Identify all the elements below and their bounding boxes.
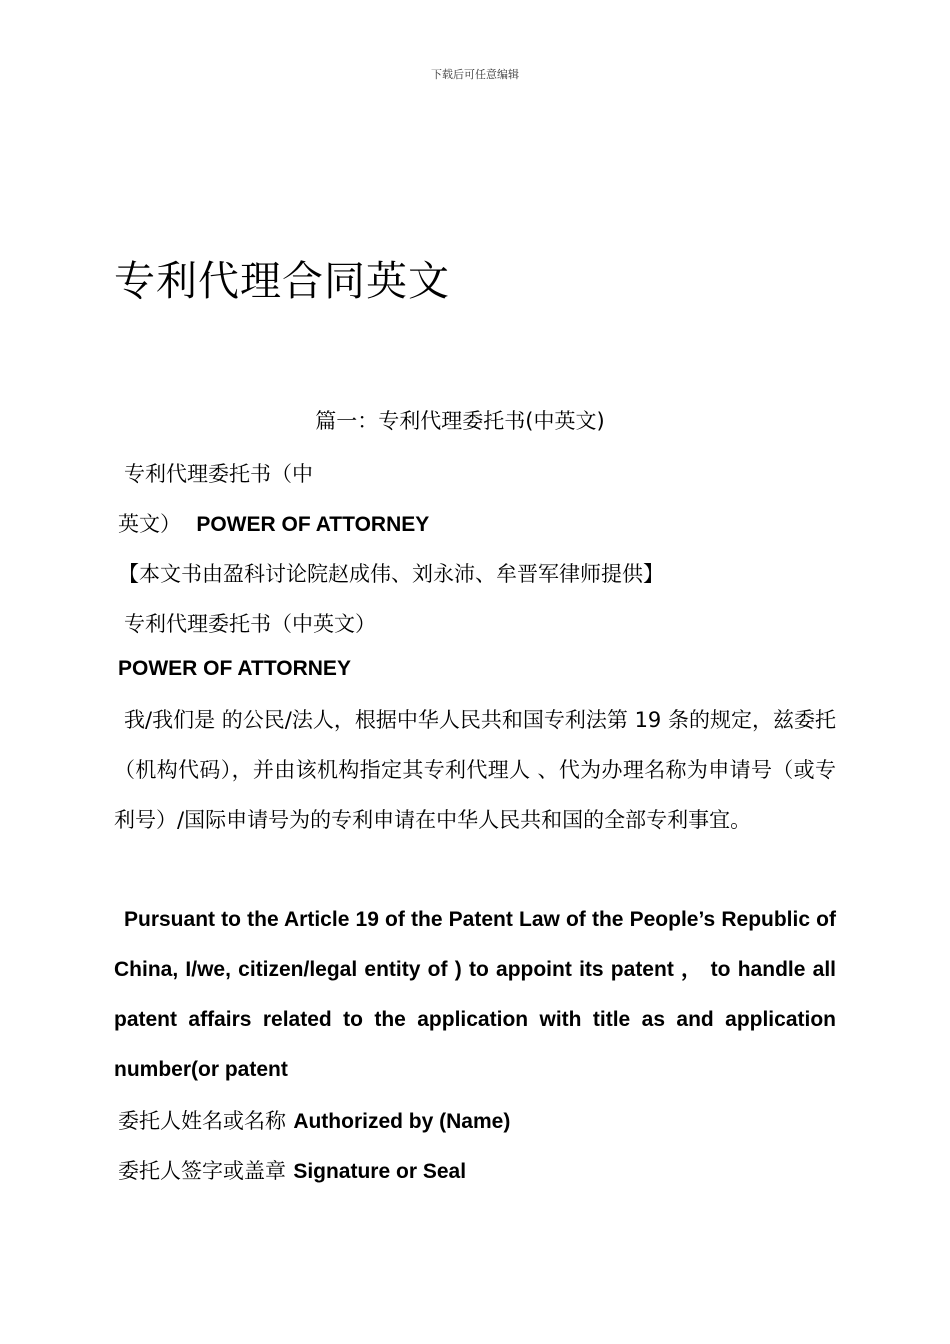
- line-title-cn-part1: 专利代理委托书（中: [124, 462, 313, 486]
- section-heading-text: 篇一：专利代理委托书(中英文): [315, 409, 605, 433]
- authorized-by-en: Authorized by (Name): [293, 1110, 511, 1133]
- line-title-cn-part2-en: POWER OF ATTORNEY: [196, 513, 430, 536]
- signature-cn: 委托人签字或盖章: [118, 1159, 286, 1183]
- paragraph-chinese: 我/我们是 的公民/法人，根据中华人民共和国专利法第 19 条的规定，兹委托 （机构代码），并由该机构指定其专利代理人 、代为办理名称为申请号（或专利号）/国际申请号为的专利申请在中华人民共和国的全部专利事宜。: [114, 708, 836, 832]
- subtitle-cn: 专利代理委托书（中英文）: [124, 612, 376, 636]
- header-note: 下载后可任意编辑: [431, 68, 519, 81]
- authorized-by-line: [118, 1105, 510, 1135]
- subtitle-en: POWER OF ATTORNEY: [118, 657, 351, 680]
- line-title-cn-part2-cn: 英文）: [118, 512, 181, 536]
- section-heading: [0, 405, 920, 435]
- document-title: 专利代理合同英文: [114, 257, 450, 305]
- provider-note: 【本文书由盈科讨论院赵成伟、刘永沛、牟晋军律师提供】: [118, 562, 664, 586]
- authorized-by-cn: 委托人姓名或名称: [118, 1109, 286, 1133]
- paragraph-english: Pursuant to the Article 19 of the Patent Law of the People’s Republic of China, I/we, citizen/legal entity of ) to appoint its patent ， to handle all patent affairs related to the application with title as and application number(or patent: [114, 908, 836, 1081]
- signature-line: [118, 1155, 466, 1185]
- signature-en: Signature or Seal: [293, 1160, 467, 1183]
- line-title-cn-part2: [118, 508, 429, 538]
